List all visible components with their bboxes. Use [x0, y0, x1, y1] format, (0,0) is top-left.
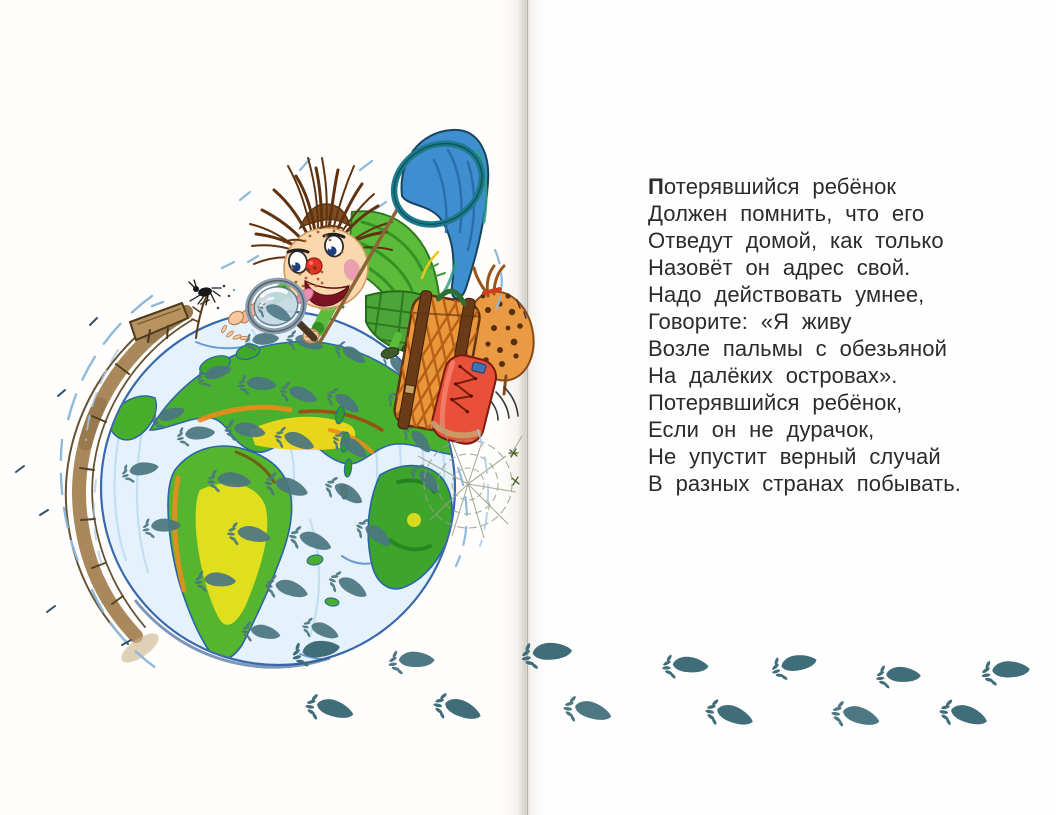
- poem-line: Потерявшийся ребёнок,: [648, 390, 903, 415]
- poem-line: Возле пальмы с обезьяной: [648, 336, 947, 361]
- poem-line: Должен помнить, что его: [648, 201, 925, 226]
- poem-line: На далёких островах».: [648, 363, 898, 388]
- poem-line-text: отерявшийся ребёнок: [663, 174, 897, 199]
- footprint-trail: [288, 630, 1031, 731]
- poem-line: Надо действовать умнее,: [648, 282, 925, 307]
- poem-drop-cap: П: [648, 174, 664, 199]
- poem-line: В разных странах побывать.: [648, 471, 962, 496]
- poem-line: Не упустит верный случай: [648, 444, 941, 469]
- poem-line: Отведут домой, как только: [648, 228, 944, 253]
- poem-line: [648, 173, 948, 200]
- poem-block: [648, 173, 962, 497]
- poem-line: Если он не дурачок,: [648, 417, 875, 442]
- poem-line: Назовёт он адрес свой.: [648, 255, 911, 280]
- poem-line: Говорите: «Я живу: [648, 309, 852, 334]
